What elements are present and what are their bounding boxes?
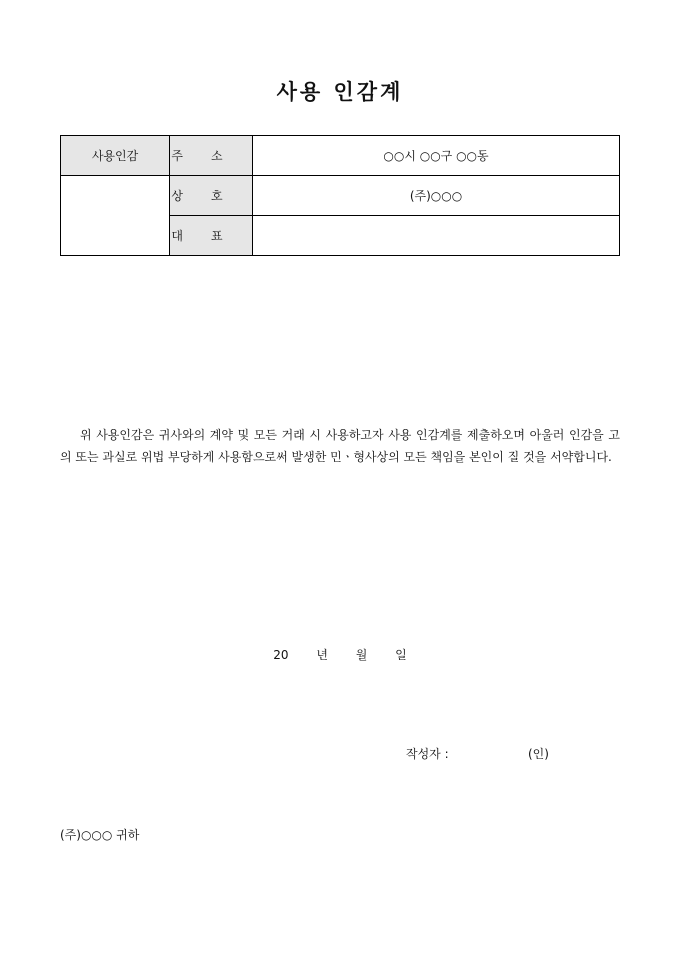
table-row (61, 136, 620, 176)
date-year: 20 (273, 648, 289, 662)
writer-line (406, 745, 549, 762)
date-line (0, 646, 680, 663)
document-title: 사용 인감계 (276, 79, 404, 104)
seal-impression-box (61, 176, 170, 256)
seal-info-table (60, 135, 620, 256)
table-row (61, 176, 620, 216)
seal-mark: (인) (528, 747, 549, 761)
representative-value (253, 216, 620, 256)
address-value: ○○시 ○○구 ○○동 (253, 136, 620, 176)
seal-label-cell: 사용인감 (61, 136, 170, 176)
writer-label: 작성자 : (406, 747, 449, 761)
company-label: 상호 (170, 176, 253, 216)
representative-label: 대표 (170, 216, 253, 256)
recipient: (주)○○○ 귀하 (60, 828, 140, 842)
date-month-unit: 월 (355, 648, 368, 662)
company-value: (주)○○○ (253, 176, 620, 216)
date-year-unit: 년 (316, 648, 328, 662)
address-label: 주소 (170, 136, 253, 176)
date-day-unit: 일 (395, 648, 407, 662)
pledge-statement: 위 사용인감은 귀사와의 계약 및 모든 거래 시 사용하고자 사용 인감계를 제출하오며 아울러 인감을 고의 또는 과실로 위법 부당하게 사용함으로써 발생한 민ㆍ형사상의 모든 책임을 본인이 질 것을 서약합니다. (60, 428, 620, 464)
